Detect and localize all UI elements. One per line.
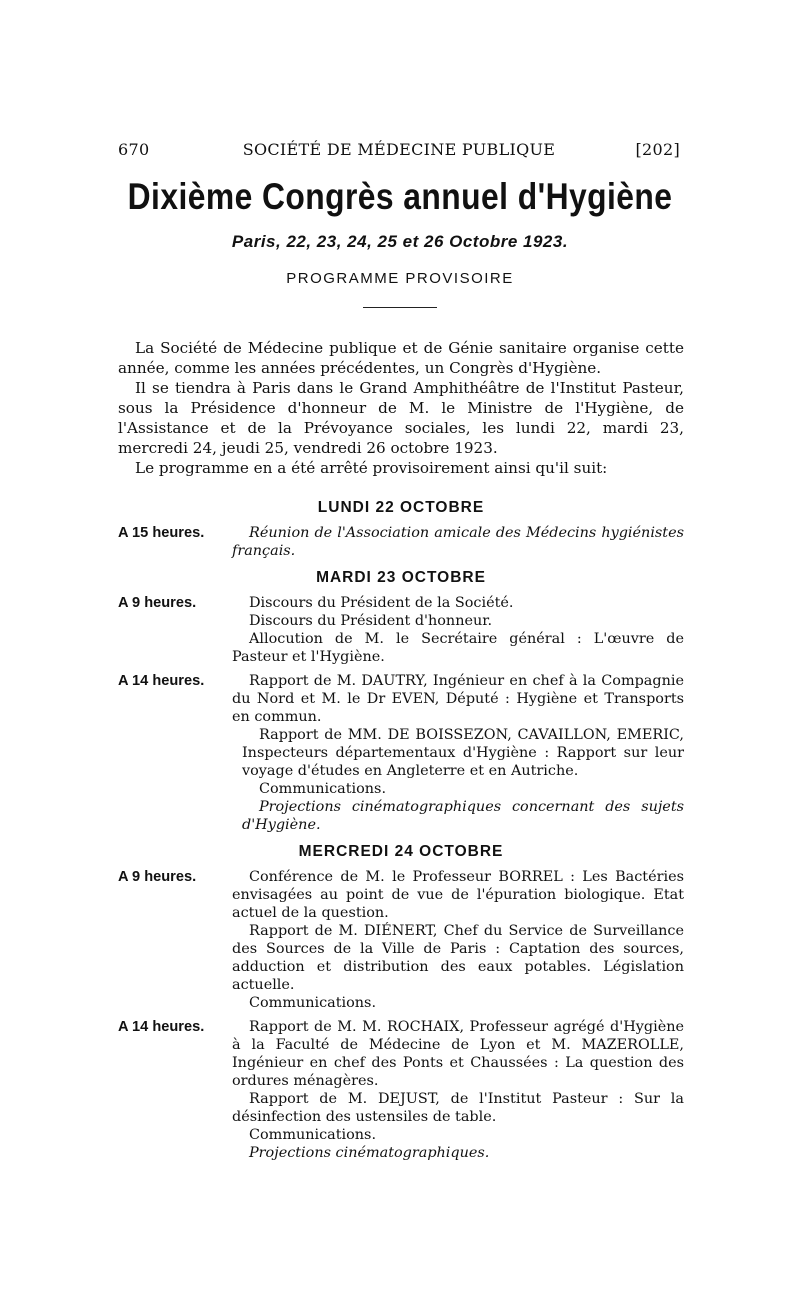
entry-item: Discours du Président de la Société. [249,595,514,611]
intro-paragraph: Il se tiendra à Paris dans le Grand Amphithéâtre de l'Institut Pasteur, sous la Présidence d'honneur de M. le Ministre de l'Hygiène, de l'Assistance et de la Prévoyance sociales, les lundi 22, mardi 23, mercredi 24, jeudi 25, vendredi 26 octobre 1923. [118,379,684,457]
entry-item: Réunion de l'Association amicale des Médecins hygiénistes français. [232,525,684,559]
entry-time: A 9 heures. [118,595,197,611]
entry-item: Discours du Président d'honneur. [249,613,493,629]
entry-time: A 14 heures. [118,673,205,689]
entry-item: Rapport de M. DIÉNERT, Chef du Service de Surveillance des Sources de la Ville de Paris : Captation des sources, adduction et distribution des eaux potables. Législation actuelle. [232,923,684,993]
intro [118,338,684,478]
schedule-entry [118,1018,684,1162]
entry-item: Projections cinématographiques. [249,1145,490,1161]
entry-item: Conférence de M. le Professeur BORREL : Les Bactéries envisagées au point de vue de l'épuration biologique. Etat actuel de la question. [232,869,684,921]
document-body [118,338,684,1168]
entry-item: Rapport de M. DEJUST, de l'Institut Pasteur : Sur la désinfection des ustensiles de table. [232,1091,684,1125]
entry-time: A 9 heures. [118,869,197,885]
page-number: 670 [118,140,150,159]
bracket-number: [202] [635,140,680,159]
day-heading-mercredi: MERCREDI 24 OCTOBRE [298,843,504,860]
day-heading-lundi: LUNDI 22 OCTOBRE [317,499,485,516]
schedule-entry [118,594,684,666]
divider-rule [363,307,437,308]
schedule-entry [118,672,684,834]
programme-heading: PROGRAMME PROVISOIRE [286,270,514,287]
document-title: Dixième Congrès annuel d'Hygiène [127,176,673,217]
entry-item: Rapport de M. DAUTRY, Ingénieur en chef à la Compagnie du Nord et M. le Dr EVEN, Député : Hygiène et Transports en commun. [232,673,684,725]
congress-dates: Paris, 22, 23, 24, 25 et 26 Octobre 1923. [231,232,569,251]
schedule-entry [118,868,684,1012]
entry-time: A 15 heures. [118,525,205,541]
entry-item: Rapport de MM. DE BOISSEZON, CAVAILLON, EMERIC, Inspecteurs départementaux d'Hygiène : Rapport sur leur voyage d'études en Angleterre et en Autriche. [242,727,684,779]
schedule-entry [118,524,684,560]
running-header [118,140,680,164]
entry-item: Rapport de M. M. ROCHAIX, Professeur agrégé d'Hygiène à la Faculté de Médecine de Lyon et M. MAZEROLLE, Ingénieur en chef des Ponts et Chaussées : La question des ordures ménagères. [232,1019,684,1089]
entry-item: Projections cinématographiques concernant des sujets d'Hygiène. [242,799,684,833]
entry-item: Communications. [249,1127,377,1143]
intro-paragraph: La Société de Médecine publique et de Génie sanitaire organise cette année, comme les années précédentes, un Congrès d'Hygiène. [118,339,684,377]
day-heading-mardi: MARDI 23 OCTOBRE [316,569,486,586]
intro-paragraph: Le programme en a été arrêté provisoirement ainsi qu'il suit: [135,459,608,477]
entry-item: Communications. [249,995,377,1011]
running-title: SOCIÉTÉ DE MÉDECINE PUBLIQUE [242,140,556,159]
entry-item: Communications. [259,781,387,797]
entry-time: A 14 heures. [118,1019,205,1035]
entry-item: Allocution de M. le Secrétaire général : L'œuvre de Pasteur et l'Hygiène. [232,631,684,665]
